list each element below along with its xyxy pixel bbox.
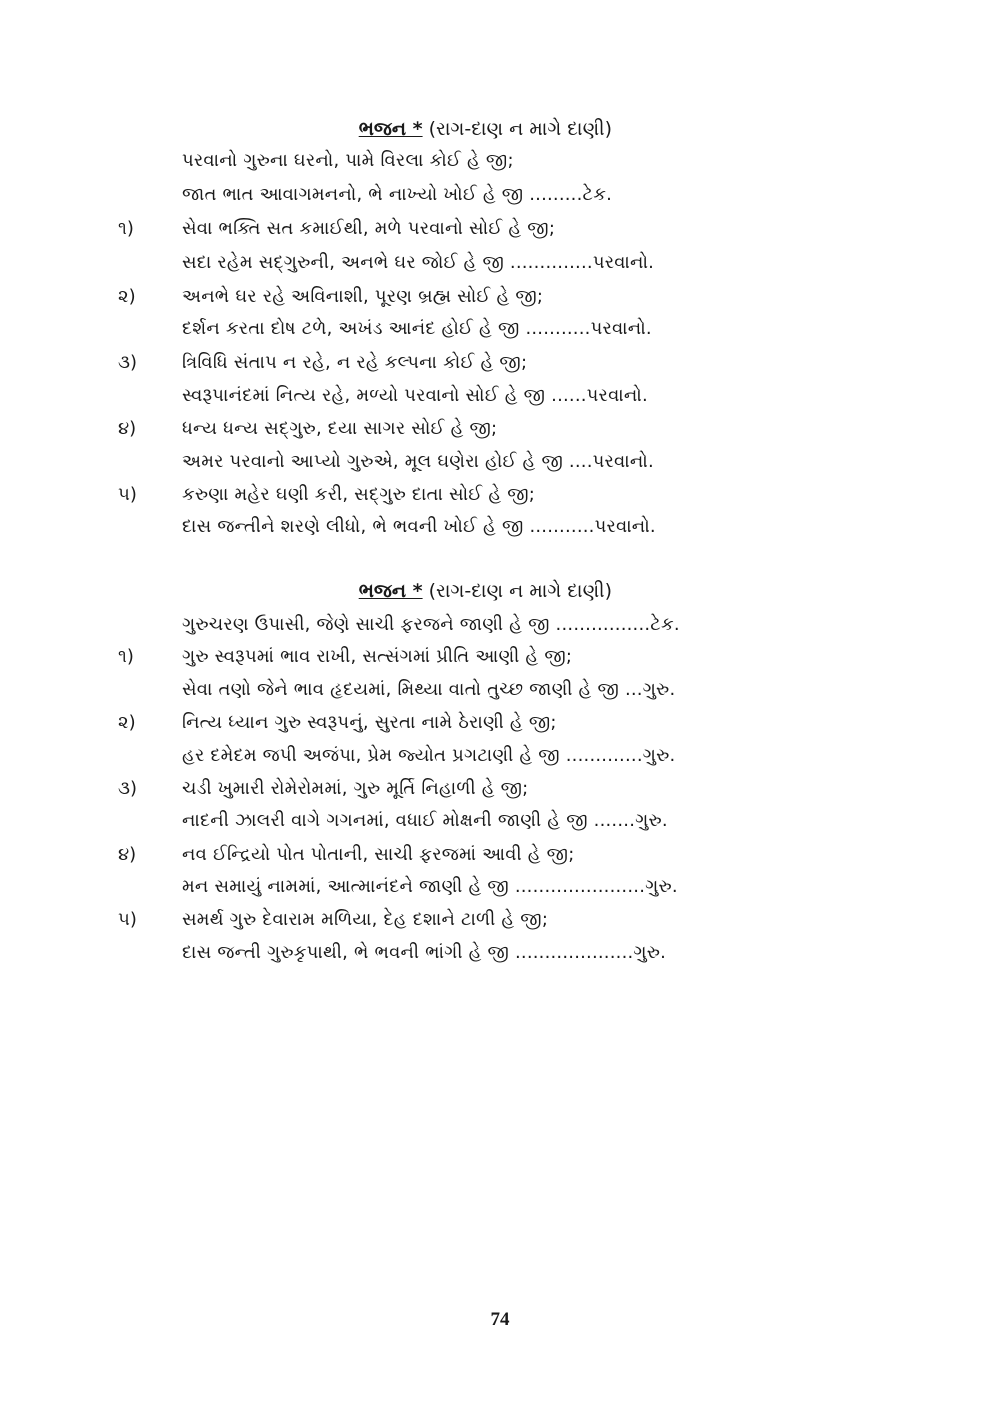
bhajan-1-stanza-5-line-1: કરુણા મહેર ઘણી કરી, સદ્ગુરુ દાતા સોઈ હે જી; <box>182 484 536 505</box>
bhajan-1-stanza-3-line-2: સ્વરૂપાનંદમાં નિત્ય રહે, મળ્યો પરવાનો સોઈ હે જી ......પરવાનો. <box>182 385 648 406</box>
bhajan-2-refrain-line-1: ગુરુચરણ ઉપાસી, જેણે સાચી ફરજને જાણી હે જી ................ટેક. <box>182 614 680 635</box>
bhajan-1-stanza-3-line-1: ત્રિવિધિ સંતાપ ન રહે, ન રહે કલ્પના કોઈ હે જી; <box>182 352 528 373</box>
bhajan-1-stanza-4-line-1: ધન્ય ધન્ય સદ્ગુરુ, દયા સાગર સોઈ હે જી; <box>182 418 498 439</box>
bhajan-2-stanza-4-number: ૪) <box>118 844 137 865</box>
bhajan-2-stanza-1-number: ૧) <box>118 646 134 667</box>
bhajan-1-stanza-4-line-2: અમર પરવાનો આપ્યો ગુરુએ, મૂલ ઘણેરા હોઈ હે જી ....પરવાનો. <box>182 451 654 472</box>
bhajan-2-stanza-1-line-2: સેવા તણો જેને ભાવ હૃદયમાં, મિથ્યા વાતો તુચ્છ જાણી હે જી ...ગુરુ. <box>182 679 676 700</box>
bhajan-2-heading <box>359 580 612 602</box>
bhajan-2-stanza-5-line-1: સમર્થ ગુરુ દેવારામ મળિયા, દેહ દશાને ટાળી હે જી; <box>182 909 549 930</box>
bhajan-2-raag: (રાગ-દાણ ન માગે દાણી) <box>428 580 612 602</box>
bhajan-1-stanza-2-number: ૨) <box>118 286 136 307</box>
bhajan-2-stanza-3-line-2: નાદની ઝાલરી વાગે ગગનમાં, વધાઈ મોક્ષની જાણી હે જી .......ગુરુ. <box>182 810 668 831</box>
bhajan-1-stanza-2-line-1: અનભે ઘર રહે અવિનાશી, પૂરણ બ્રહ્મ સોઈ હે જી; <box>182 286 544 307</box>
bhajan-1-stanza-1-number: ૧) <box>118 218 134 239</box>
bhajan-2-stanza-2-line-2: હર દમેદમ જપી અજંપા, પ્રેમ જ્યોત પ્રગટાણી હે જી .............ગુરુ. <box>182 745 676 766</box>
bhajan-1-refrain-line-2: જાત ભાત આવાગમનનો, ભે નાખ્યો ખોઈ હે જી .........ટેક. <box>182 184 613 205</box>
bhajan-2-stanza-4-line-1: નવ ઈન્દ્રિયો પોત પોતાની, સાચી ફરજમાં આવી હે જી; <box>182 844 575 865</box>
bhajan-1-raag: (રાગ-દાણ ન માગે દાણી) <box>428 118 612 140</box>
bhajan-2-stanza-5-line-2: દાસ જન્તી ગુરુકૃપાથી, ભે ભવની ભાંગી હે જી ....................ગુરુ. <box>182 942 667 963</box>
bhajan-1-stanza-5-line-2: દાસ જન્તીને શરણે લીધો, ભે ભવની ખોઈ હે જી ...........પરવાનો. <box>182 516 656 537</box>
bhajan-1-stanza-3-number: ૩) <box>118 352 138 373</box>
bhajan-2-stanza-3-number: ૩) <box>118 778 138 799</box>
bhajan-1-stanza-5-number: ૫) <box>118 484 137 505</box>
bhajan-1-stanza-4-number: ૪) <box>118 418 137 439</box>
bhajan-1-stanza-1-line-2: સદા રહેમ સદ્ગુરુની, અનભે ઘર જોઈ હે જી ..............પરવાનો. <box>182 252 655 273</box>
bhajan-2-stanza-2-number: ૨) <box>118 712 136 733</box>
bhajan-2-stanza-4-line-2: મન સમાયું નામમાં, આત્માનંદને જાણી હે જી ......................ગુરુ. <box>182 876 678 897</box>
bhajan-1-refrain-line-1: પરવાનો ગુરુના ઘરનો, પામે વિરલા કોઈ હે જી; <box>182 150 514 171</box>
bhajan-1-heading <box>359 118 612 140</box>
bhajan-2-stanza-2-line-1: નિત્ય ધ્યાન ગુરુ સ્વરૂપનું, સુરતા નામે ઠેરાણી હે જી; <box>182 712 557 733</box>
bhajan-2-stanza-3-line-1: ચડી ખુમારી રોમેરોમમાં, ગુરુ મૂર્તિ નિહાળી હે જી; <box>182 778 529 799</box>
bhajan-1-stanza-1-line-1: સેવા ભક્તિ સત કમાઈથી, મળે પરવાનો સોઈ હે જી; <box>182 218 556 239</box>
bhajan-1-title: ભજન * <box>358 118 423 140</box>
page-number: 74 <box>490 1309 510 1330</box>
bhajan-1-stanza-2-line-2: દર્શન કરતા દોષ ટળે, અખંડ આનંદ હોઈ હે જી ...........પરવાનો. <box>182 318 652 339</box>
bhajan-2-title: ભજન * <box>358 580 423 602</box>
bhajan-2-stanza-5-number: ૫) <box>118 909 137 930</box>
bhajan-2-stanza-1-line-1: ગુરુ સ્વરૂપમાં ભાવ રાખી, સત્સંગમાં પ્રીતિ આણી હે જી; <box>182 646 573 667</box>
